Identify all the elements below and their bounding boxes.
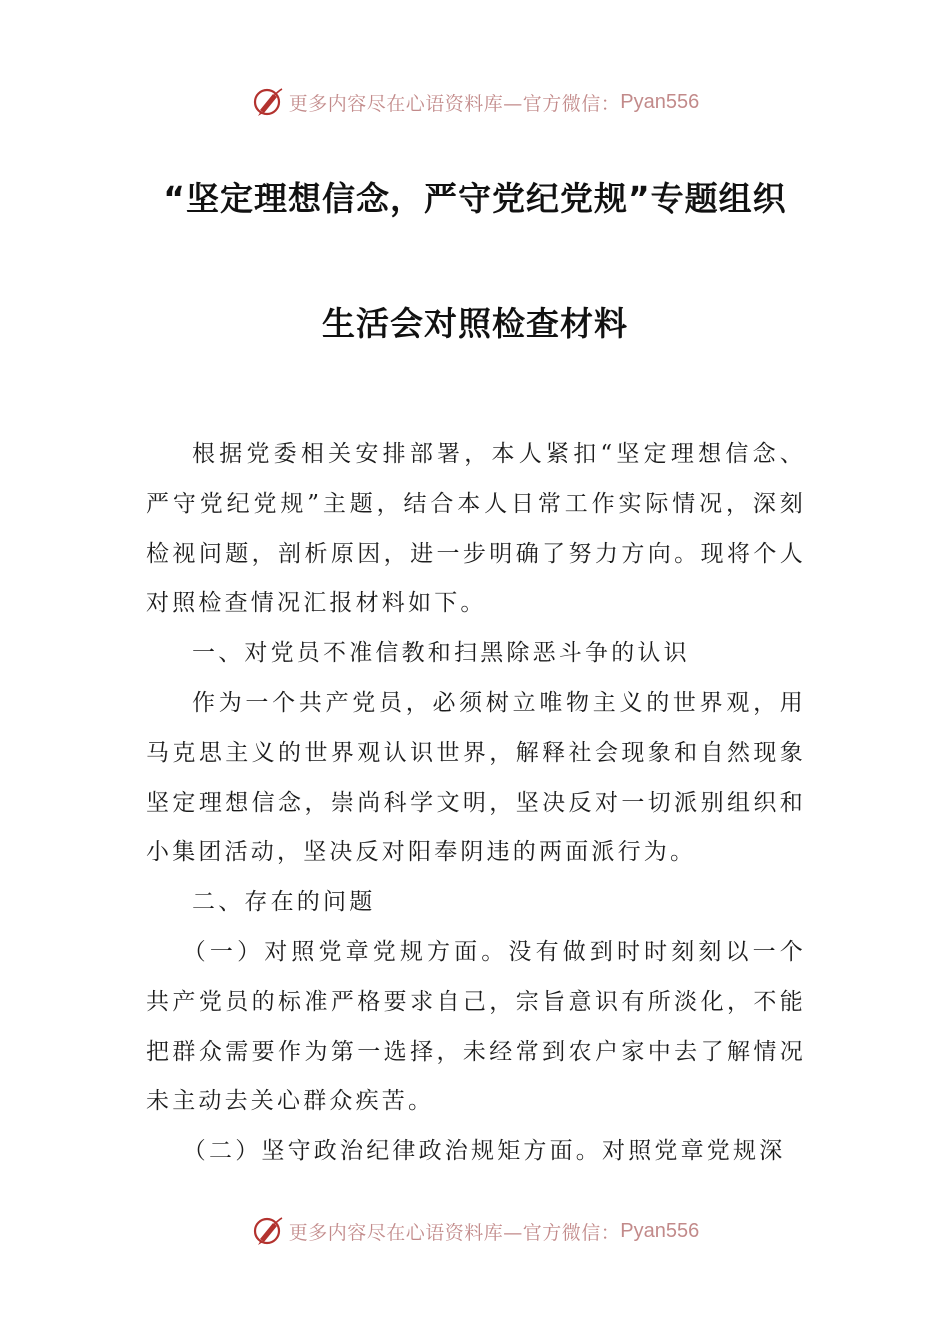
pen-nib-circle-logo-icon [251, 1214, 285, 1248]
footer-banner [0, 1211, 950, 1251]
paragraph-intro: 根据党委相关安排部署，本人紧扣“坚定理想信念、严守党纪党规”主题，结合本人日常工作实际情况，深刻检视问题，剖析原因，进一步明确了努力方向。现将个人对照检查情况汇报材料如下。 [146, 441, 806, 617]
pen-nib-circle-logo-icon [251, 85, 285, 119]
header-banner [0, 82, 950, 122]
banner-wechat-id: Pyan556 [620, 1219, 700, 1242]
banner-text: 更多内容尽在心语资料库—官方微信： [288, 1221, 621, 1244]
paragraph-subsection-2: （二）坚守政治纪律政治规矩方面。对照党章党规深 [182, 1138, 786, 1165]
section-heading-1: 一、对党员不准信教和扫黑除恶斗争的认识 [192, 640, 690, 667]
paragraph-subsection-1: （一）对照党章党规方面。没有做到时时刻刻以一个共产党员的标准严格要求自己，宗旨意识有所淡化，不能把群众需要作为第一选择，未经常到农户家中去了解情况未主动去关心群众疾苦。 [146, 938, 806, 1115]
paragraph-section-1: 作为一个共产党员，必须树立唯物主义的世界观，用马克思主义的世界观认识世界，解释社会现象和自然现象坚定理想信念，崇尚科学文明，坚决反对一切派别组织和小集团活动，坚决反对阳奉阴违的两面派行为。 [146, 689, 806, 866]
document-title-line-1: “坚定理想信念，严守党纪党规”专题组织 [163, 179, 787, 218]
document-title-line-2: 生活会对照检查材料 [322, 304, 628, 343]
banner-text: 更多内容尽在心语资料库—官方微信： [288, 92, 621, 115]
document-body [146, 430, 806, 1177]
banner-wechat-id: Pyan556 [620, 90, 700, 113]
section-heading-2: 二、存在的问题 [192, 889, 376, 916]
